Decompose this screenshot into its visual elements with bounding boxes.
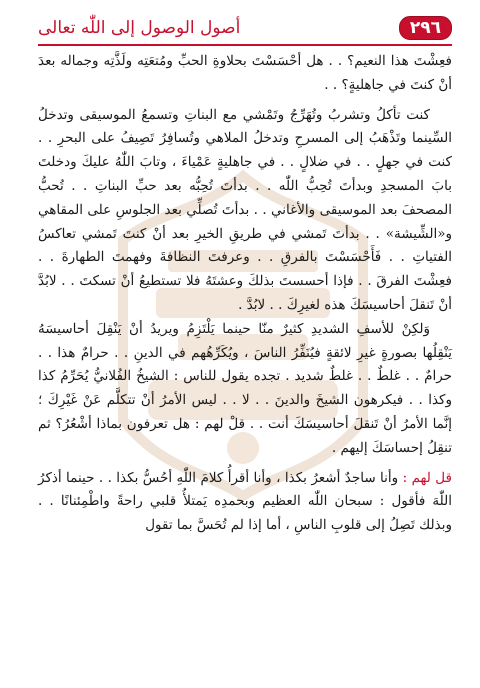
paragraph-4-text: وأنا ساجدٌ أشعرُ بكذا ، وأنا أقرأُ كلامَ اللّٰهِ أحُسُّ بكذا . . حينما أذكرُ اللّٰهَ فأقول : سبحان اللّٰه العظيم وبحمدِه يَمتلأُ قلبي راحةً واطْمِئنانًا . . وبذلك تَصِلُ إلى قلوبِ الناسِ ، أما إذا لم تُحَسَّ بما تقول: [38, 469, 452, 534]
page-number: ٢٩٦: [399, 16, 452, 40]
running-title: أصول الوصول إلى اللّٰه تعالى: [38, 18, 241, 38]
paragraph-3: وَلكِنْ للأسفِ الشديدِ كثيرٌ منّا حينما يَلْتَزِمُ ويريدُ أنْ يَنْقِلَ أحاسيسَهُ يَنْقِلُها بصورةٍ غيرِ لائقةٍ فيُنَفِّرُ الناسَ ، ويُكَرِّهُهم في الدينِ . . حرامٌ هذا . . حرامٌ . . غلطٌ . . غلطٌ شديد . تجده يقول للناس : الشيخُ الفُلانيُّ يُحَرِّمُ كذا وكذا . . فيكرهون الشيخَ والدينَ . . لا . . ليس الأمرُ أنْ تتكلَّم عَنْ غَيْرِكَ ؛ إنَّما الأمرُ أنْ تَنقلَ أحاسيسَكَ أنت . . قلْ لهم : هل تعرفون بماذا أشْعُرُ؟ ثم تنقِلُ إحساسَكَ إليهم .: [38, 320, 452, 456]
body-text: [38, 50, 452, 538]
header-rule: [38, 44, 452, 46]
paragraph-4-lead: قل لهم :: [402, 469, 452, 486]
paragraph-2: كنت تأكلُ وتشربُ وتُهَرِّجُ وتَمْشي مع البناتِ وتسمعُ الموسيقى وتدخلُ السِّينما وتَذْهَبُ إلى المسرحِ وتدخلُ الملاهي وتُسافِرُ تَصِيفُ على البحرِ . . كنت في جهلٍ . . في ضلالٍ . . في جاهليةٍ عَمْياءَ ، وتابَ اللّٰهُ عليكَ ودخلتَ بابَ المسجدِ وبدأتَ تُحِبُّ اللّٰه . . بدأتَ تُحِبُّه بعد حبِّ البناتِ . . تُحبُّ المصحفَ بعد الموسيقى والأغاني . . بدأتَ تُصلِّي بعد الجلوسِ على المقاهي و«الشِّيشة» . . بدأتَ تَمشي في طريقِ الخيرِ بعد أنْ كنتَ تَمشي تعاكسُ الفتياتِ . . فَأَحْسَسْتَ بالفرقِ . . وعرفتَ النظافةَ وفهمتَ الطهارةَ . . فعِشْتَ الفرقَ . . فإذا أحسستَ بذلكَ وعشتَهُ فلا تستطيعُ أنْ تسكتَ . . لابُدَّ أنْ تَنقلَ أحاسيسَكَ هذه لغيرِكَ . . لابُدَّ .: [38, 106, 452, 313]
page-header: [38, 14, 452, 42]
paragraph-1: فعِشْتَ هذا النعيم؟ . . هل أحْسَسْتَ بحلاوةِ الحبِّ ومُتعَتِه ولَذَّتِه وجماله بعدَ أنْ كنتَ في جاهليةٍ؟ . .: [38, 53, 452, 93]
paragraph-4: [38, 467, 452, 538]
